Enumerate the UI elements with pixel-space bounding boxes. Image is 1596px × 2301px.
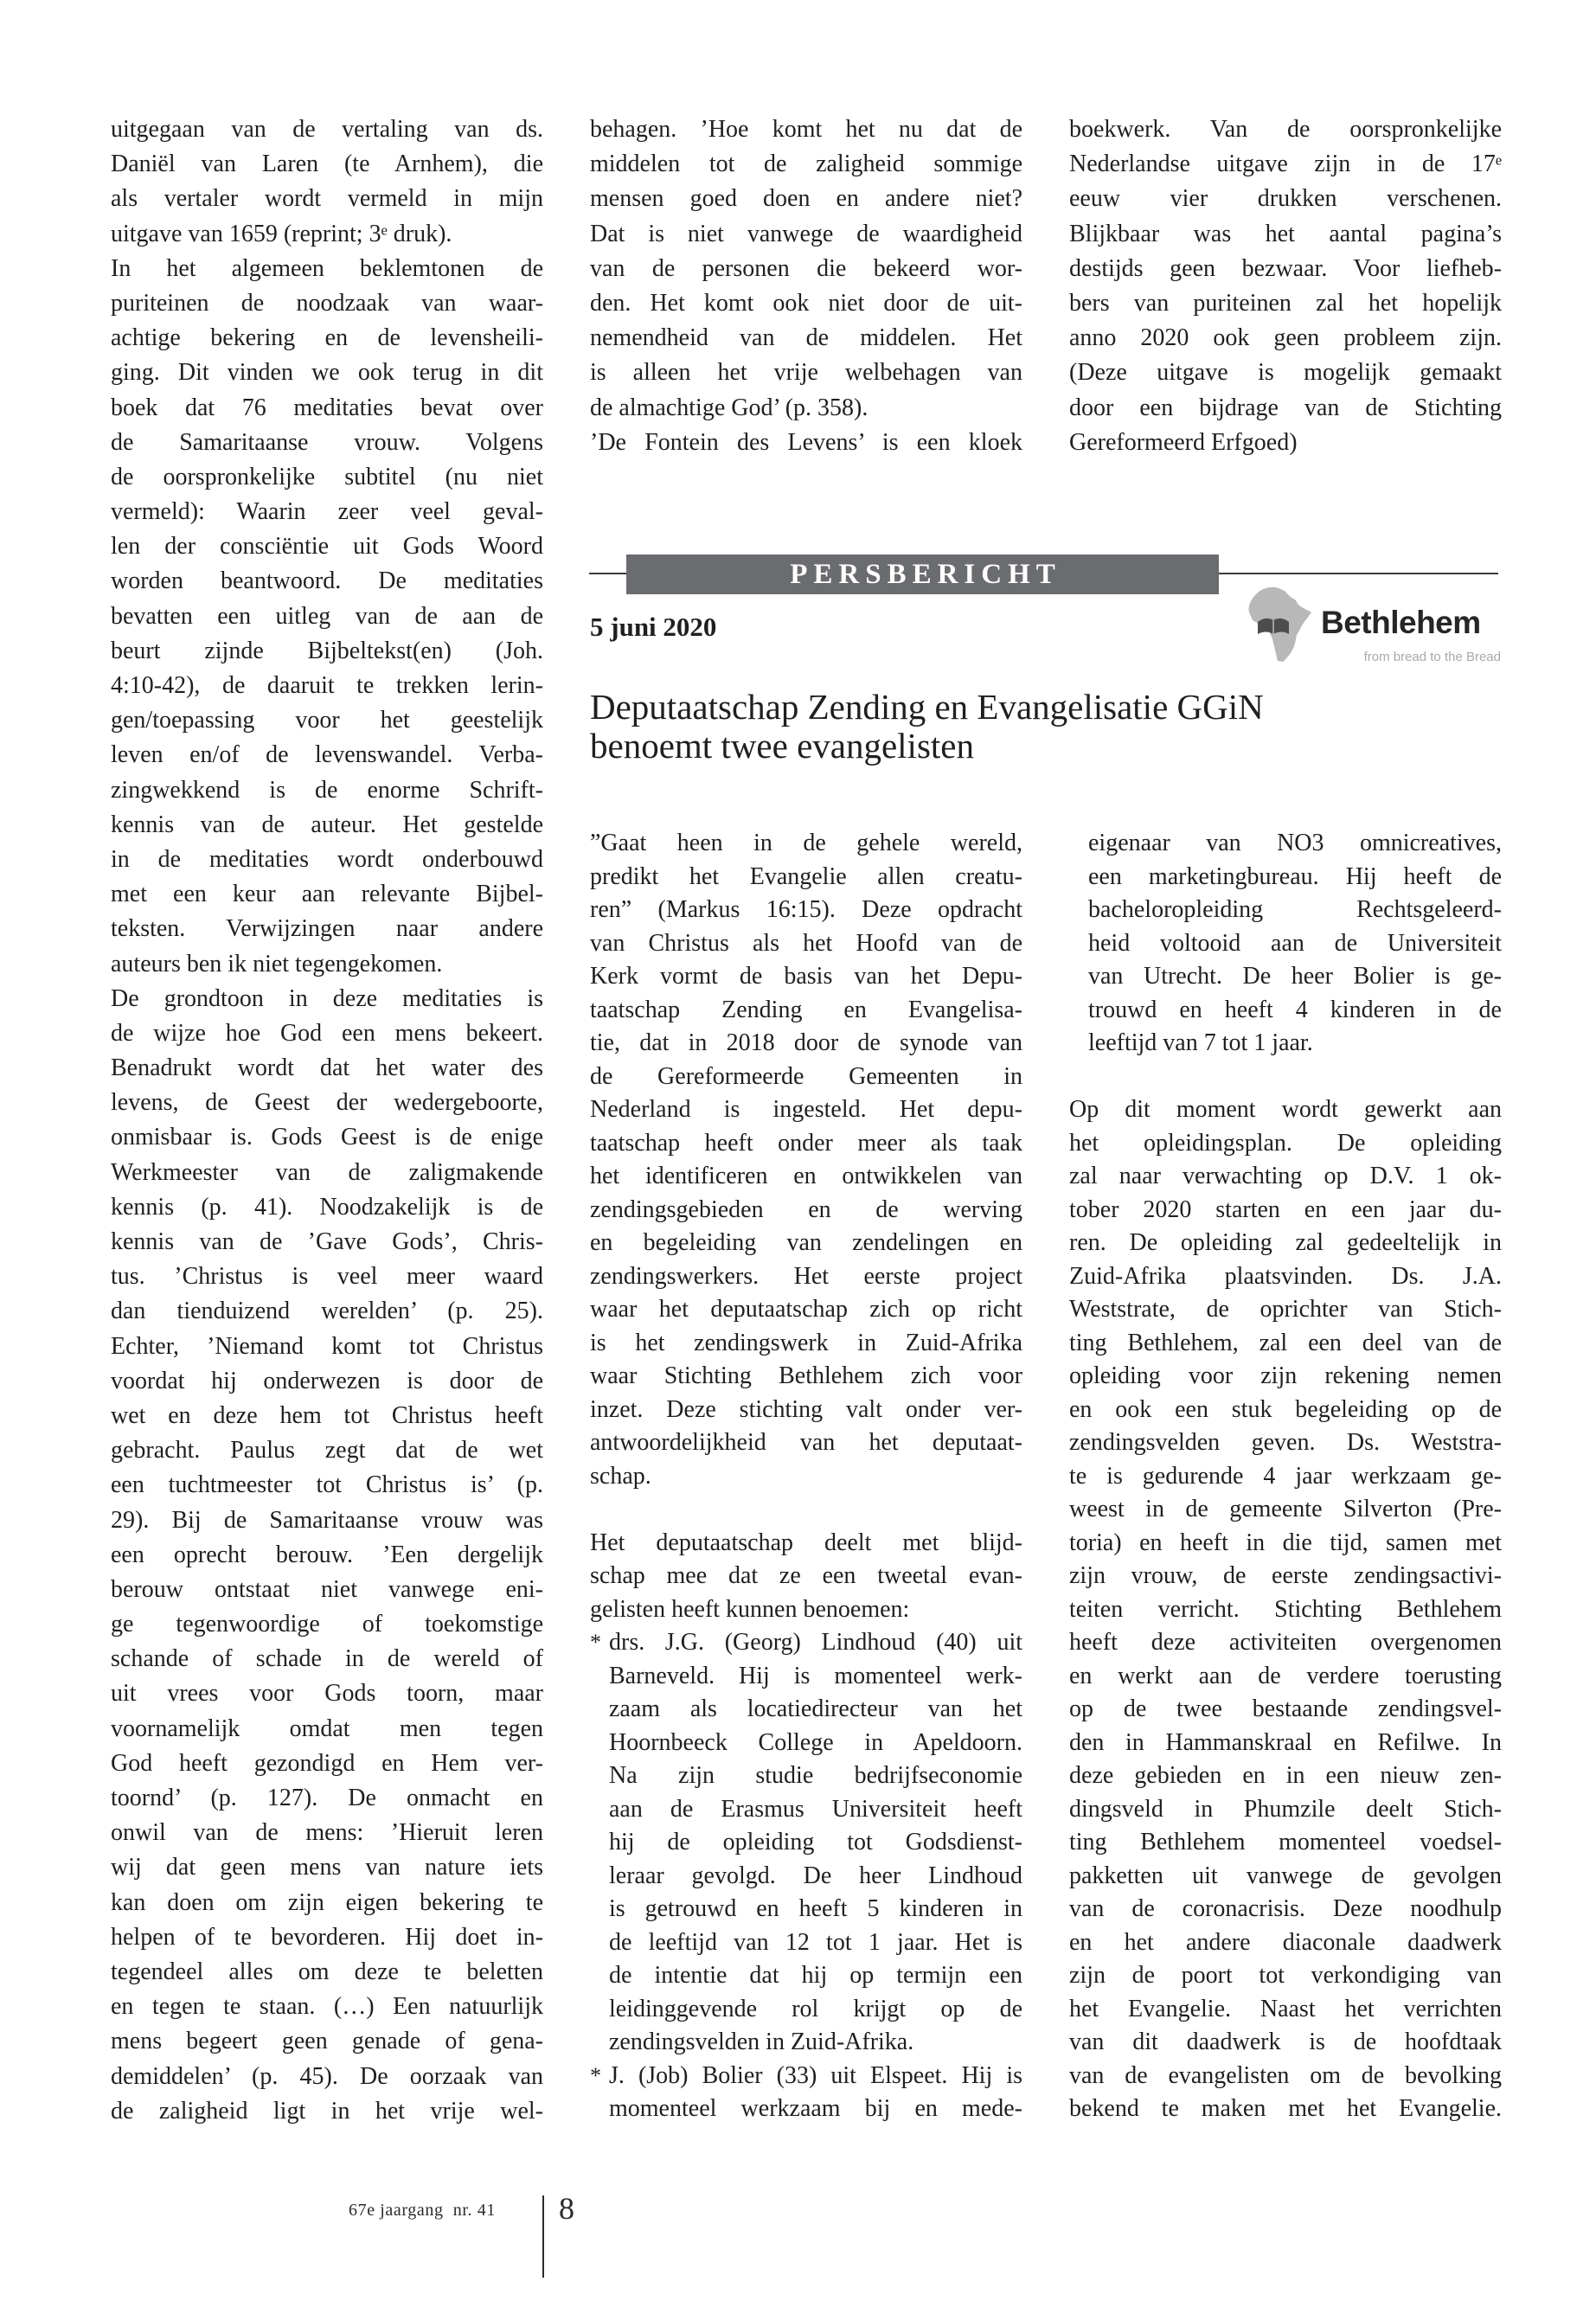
text-line: In het algemeen beklemtonen de [111,254,543,282]
text-line: is het zendingswerk in Zuid-Afrika [590,1329,1022,1356]
text-line: nemendheid van de middelen. Het [590,324,1022,352]
text-line: heid voltooid aan de Universiteit [1088,929,1502,957]
text-line: Nederland is ingesteld. Het depu- [590,1096,1022,1123]
text-line: gelisten heeft kunnen benoemen: [590,1595,910,1623]
text-line: len der consciëntie uit Gods Woord [111,533,543,561]
text-line: uitgegaan van de vertaling van ds. [111,116,543,143]
text-line: bacheloropleiding Rechtsgeleerd- [1088,896,1502,923]
text-line: Werkmeester van de zaligmakende [111,1158,543,1186]
text-line: aan de Erasmus Universiteit heeft [609,1795,1022,1823]
text-line: wij dat geen mens van nature iets [111,1854,543,1881]
issue-info: 67e jaargang nr. 41 [349,2201,496,2220]
text-line: Zuid-Afrika plaatsvinden. Ds. J.A. [1069,1262,1502,1290]
text-line: demiddelen’ (p. 45). De oorzaak van [111,2062,543,2090]
text-line: een marketingbureau. Hij heeft de [1088,862,1502,890]
text-line: Kerk vormt de basis van het Depu- [590,963,1022,990]
text-line: ging. Dit vinden we ook terug in dit [111,359,543,387]
text-line: kennis van de auteur. Het gestelde [111,811,543,838]
text-line: behagen. ’Hoe komt het nu dat de [590,116,1022,143]
text-line: zendingsvelden in Zuid-Afrika. [609,2029,914,2055]
text-line: teksten. Verwijzingen naar andere [111,915,543,943]
text-line: zijn vrouw, de eerste zendingsactivi- [1069,1562,1502,1589]
text-line: helpen of te bevorderen. Hij doet in- [111,1923,543,1951]
text-line: trouwd en heeft 4 kinderen in de [1088,996,1502,1023]
text-line: ren” (Markus 16:15). Deze opdracht [590,896,1022,923]
section-banner [626,554,1219,594]
text-line: God heeft gezondigd en Hem ver- [111,1749,543,1777]
text-line: bers van puriteinen zal het hopelijk [1069,289,1502,317]
text-line: Blijkbaar was het aantal pagina’s [1069,220,1502,247]
text-line: mens begeert geen genade of gena- [111,2028,543,2055]
text-line: toornd’ (p. 127). De onmacht en [111,1785,543,1811]
text-line: gen/toepassing voor het geestelijk [111,707,543,734]
text-line: de oorspronkelijke subtitel (nu niet [111,463,543,490]
bullet-marker: * [590,1630,601,1655]
text-line: eigenaar van NO3 omnicreatives, [1088,830,1502,856]
text-line: toria) en heeft in die tijd, samen met [1069,1529,1502,1556]
text-line: tober 2020 starten en een jaar du- [1069,1195,1502,1223]
text-line: dan tienduizend werelden’ (p. 25). [111,1298,543,1325]
text-line: taatschap Zending en Evangelisa- [590,996,1022,1023]
text-line: uit vrees voor Gods toorn, maar [111,1680,543,1708]
paragraph [111,982,543,2129]
text-line: een tuchtmeester tot Christus is’ (p. [111,1471,543,1499]
text-line: bevatten een uitleg van de aan de [111,602,543,630]
text-line: destijds geen bezwaar. Voor liefheb- [1069,254,1502,282]
text-line: gebracht. Paulus zegt dat de wet [111,1437,543,1465]
page-number: 8 [559,2191,574,2226]
text-line: 29). Bij de Samaritaanse vrouw was [111,1506,543,1534]
text-line: van Christus als het Hoofd van de [590,929,1022,957]
text-line: zendingswerkers. Het eerste project [590,1262,1022,1290]
text-line: anno 2020 ook geen probleem zijn. [1069,324,1502,352]
text-line: kennis (p. 41). Noodzakelijk is de [111,1193,543,1221]
text-line: Barneveld. Hij is momenteel werk- [609,1662,1022,1689]
text-line: waar het deputaatschap zich op richt [590,1296,1022,1323]
paragraph [590,112,1022,426]
logo-name: Bethlehem [1321,605,1481,640]
paragraph [1069,1093,1502,2126]
text-line: (Deze uitgave is mogelijk gemaakt [1069,359,1502,387]
paragraph [590,426,1022,460]
text-line: levens, de Geest der wedergeboorte, [111,1089,543,1117]
text-line: De grondtoon in deze meditaties is [111,984,543,1012]
text-line: zingwekkend is de enorme Schrift- [111,776,543,804]
text-line: de zaligheid ligt in het vrije wel- [111,2097,543,2125]
paragraph [590,1527,1022,1627]
text-line: onwil van de mens: ’Hieruit leren [111,1819,543,1847]
text-line: de intentie dat hij op termijn een [609,1962,1022,1989]
text-line: Nederlandse uitgave zijn in de 17ᵉ [1069,151,1502,178]
text-line: boek dat 76 meditaties bevat over [111,394,543,421]
text-line: leeftijd van 7 tot 1 jaar. [1088,1029,1313,1056]
text-line: in de meditaties wordt onderbouwd [111,845,543,873]
bullet-item [590,2060,1022,2126]
text-line: en werkt aan de verdere toerusting [1069,1662,1502,1689]
text-line: ge tegenwoordige of toekomstige [111,1611,543,1638]
text-line: het Evangelie. Naast het verrichten [1069,1995,1502,2022]
text-line: leidinggevende rol krijgt op de [609,1995,1022,2022]
text-line: auteurs ben ik niet tegengekomen. [111,950,443,977]
text-line: voordat hij onderwezen is door de [111,1367,543,1394]
text-line: schande of schade in de wereld of [111,1645,543,1673]
text-line: Dat is niet vanwege de waardigheid [590,220,1022,247]
text-line: opleiding voor zijn rekening nemen [1069,1362,1502,1389]
section-banner-label: PERSBERICHT [790,559,1061,590]
text-line: ”Gaat heen in de gehele wereld, [590,830,1022,856]
text-line: Echter, ’Niemand komt tot Christus [111,1332,543,1360]
text-line: drs. J.G. (Georg) Lindhoud (40) uit [609,1629,1022,1656]
press-headline [590,688,1264,766]
logo-tagline: from bread to the Bread [1363,650,1501,664]
text-line: 4:10-42), de daaruit te trekken lerin- [111,672,543,699]
text-line: kennis van de ’Gave Gods’, Chris- [111,1228,543,1255]
headline-line-2: benoemt twee evangelisten [590,726,974,766]
text-line: tie, dat in 2018 door de synode van [590,1029,1022,1056]
text-line: Op dit moment wordt gewerkt aan [1069,1096,1502,1123]
review-column-2 [590,112,1022,460]
text-line: bekend te maken met het Evangelie. [1069,2095,1502,2122]
text-line: deze gebieden en in een nieuw zen- [1069,1762,1502,1789]
text-line: de Samaritaanse vrouw. Volgens [111,428,543,456]
text-line: schap mee dat ze een tweetal evan- [590,1562,1022,1589]
bullet-item [590,1626,1022,2060]
text-line: inzet. Deze stichting valt onder ver- [590,1395,1022,1423]
text-line: zaam als locatiedirecteur van het [609,1695,1022,1722]
text-line: wet en deze hem tot Christus heeft [111,1401,543,1429]
text-line: het opleidingsplan. De opleiding [1069,1129,1502,1157]
text-line: van Utrecht. De heer Bolier is ge- [1088,963,1502,990]
text-line: momenteel werkzaam bij en mede- [609,2095,1022,2122]
paragraph [1069,827,1502,1061]
text-line: teiten verricht. Stichting Bethlehem [1069,1595,1502,1623]
bullet-marker: * [590,2062,601,2088]
text-line: en ook een stuk begeleiding op de [1069,1395,1502,1423]
text-line: pakketten uit vanwege de gevolgen [1069,1862,1502,1889]
text-line: van dit daadwerk is de hoofdtaak [1069,2029,1502,2055]
text-line: antwoordelijkheid van het deputaat- [590,1429,1022,1456]
text-line: ’De Fontein des Levens’ is een kloek [590,428,1022,456]
text-line: beurt zijnde Bijbeltekst(en) (Joh. [111,637,543,664]
text-line: eeuw vier drukken verschenen. [1069,185,1502,213]
text-line: vermeld): Waarin zeer veel geval- [111,498,543,526]
text-line: kan doen om zijn eigen bekering te [111,1888,543,1916]
press-column-2 [1069,827,1502,2126]
text-line: Het deputaatschap deelt met blijd- [590,1529,1022,1556]
text-line: den. Het komt ook niet door de uit- [590,289,1022,317]
text-line: en het andere diaconale daadwerk [1069,1928,1502,1956]
text-line: onmisbaar is. Gods Geest is de enige [111,1124,543,1151]
footer-divider [542,2195,544,2278]
text-line: zal naar verwachting op D.V. 1 ok- [1069,1163,1502,1189]
text-line: heeft deze activiteiten overgenomen [1069,1629,1502,1656]
text-line: Weststrate, de oprichter van Stich- [1069,1296,1502,1323]
text-line: waar Stichting Bethlehem zich voor [590,1362,1022,1389]
text-line: tus. ’Christus is veel meer waard [111,1263,543,1291]
text-line: is alleen het vrije welbehagen van [590,359,1022,387]
text-line: weest in de gemeente Silverton (Pre- [1069,1496,1502,1522]
text-line: zijn de poort tot verkondiging van [1069,1962,1502,1989]
text-line: hij de opleiding tot Godsdienst- [609,1829,1022,1856]
text-line: van de personen die bekeerd wor- [590,254,1022,282]
text-line: middelen tot de zaligheid sommige [590,151,1022,178]
text-line: leven en/of de levenswandel. Verba- [111,741,543,769]
text-line: de Gereformeerde Gemeenten in [590,1062,1022,1090]
text-line: ting Bethlehem momenteel voedsel- [1069,1829,1502,1856]
text-line: worden beantwoord. De meditaties [111,567,543,595]
review-column-1 [111,112,543,2129]
text-line: als vertaler wordt vermeld in mijn [111,185,543,213]
text-line: van de evangelisten om de bevolking [1069,2061,1502,2089]
text-line: met een keur aan relevante Bijbel- [111,881,543,908]
text-line: het identificeren en ontwikkelen van [590,1163,1022,1189]
text-line: schap. [590,1462,651,1490]
bethlehem-logo [1246,584,1505,666]
text-line: leraar gevolgd. De heer Lindhoud [609,1862,1022,1889]
text-line: voornamelijk omdat men tegen [111,1715,543,1742]
text-line: berouw ontstaat niet vanwege eni- [111,1575,543,1603]
review-column-3 [1069,112,1502,460]
text-line: puriteinen de noodzaak van waar- [111,289,543,317]
text-line: Benadrukt wordt dat het water des [111,1054,543,1082]
text-line: ren. De opleiding zal gedeeltelijk in [1069,1229,1502,1256]
text-line: dingsveld in Phumzile deelt Stich- [1069,1795,1502,1823]
text-line: de almachtige God’ (p. 358). [590,394,869,421]
text-line: den in Hammanskraal en Refilwe. In [1069,1728,1502,1756]
text-line: en begeleiding van zendelingen en [590,1229,1022,1256]
text-line: uitgave van 1659 (reprint; 3ᵉ druk). [111,220,452,247]
text-line: en tegen te staan. (…) Een natuurlijk [111,1993,543,2021]
text-line: ting Bethlehem, zal een deel van de [1069,1329,1502,1356]
text-line: Gereformeerd Erfgoed) [1069,428,1298,456]
text-line: mensen goed doen en andere niet? [590,185,1022,213]
paragraph [590,827,1022,1493]
text-line: zendingsgebieden en de werving [590,1195,1022,1223]
text-line: is getrouwd en heeft 5 kinderen in [609,1895,1022,1922]
press-date: 5 juni 2020 [590,612,717,642]
text-line: door een bijdrage van de Stichting [1069,394,1502,421]
text-line: op de twee bestaande zendingsvel- [1069,1695,1502,1722]
text-line: de leeftijd van 12 tot 1 jaar. Het is [609,1928,1022,1956]
text-line: Hoornbeeck College in Apeldoorn. [609,1728,1022,1756]
paragraph [111,252,543,982]
text-line: van de coronacrisis. Deze noodhulp [1069,1895,1502,1922]
text-line: de wijze hoe God een mens bekeert. [111,1019,543,1047]
text-line: achtige bekering en de levensheili- [111,324,543,352]
paragraph [111,112,543,252]
text-line: zendingsvelden geven. Ds. Weststra- [1069,1429,1502,1456]
text-line: predikt het Evangelie allen creatu- [590,862,1022,890]
text-line: boekwerk. Van de oorspronkelijke [1069,116,1502,143]
headline-line-1: Deputaatschap Zending en Evangelisatie GGiN [590,687,1264,727]
text-line: J. (Job) Bolier (33) uit Elspeet. Hij is [609,2061,1022,2089]
text-line: een oprecht berouw. ’Een dergelijk [111,1541,543,1568]
text-line: tegendeel alles om deze te beletten [111,1958,543,1985]
text-line: te is gedurende 4 jaar werkzaam ge- [1069,1462,1502,1490]
press-column-1 [590,827,1022,2126]
text-line: Daniël van Laren (te Arnhem), die [111,151,543,178]
africa-book-icon [1247,586,1313,663]
paragraph [1069,112,1502,460]
text-line: taatschap heeft onder meer als taak [590,1129,1022,1157]
text-line: Na zijn studie bedrijfseconomie [609,1762,1022,1789]
